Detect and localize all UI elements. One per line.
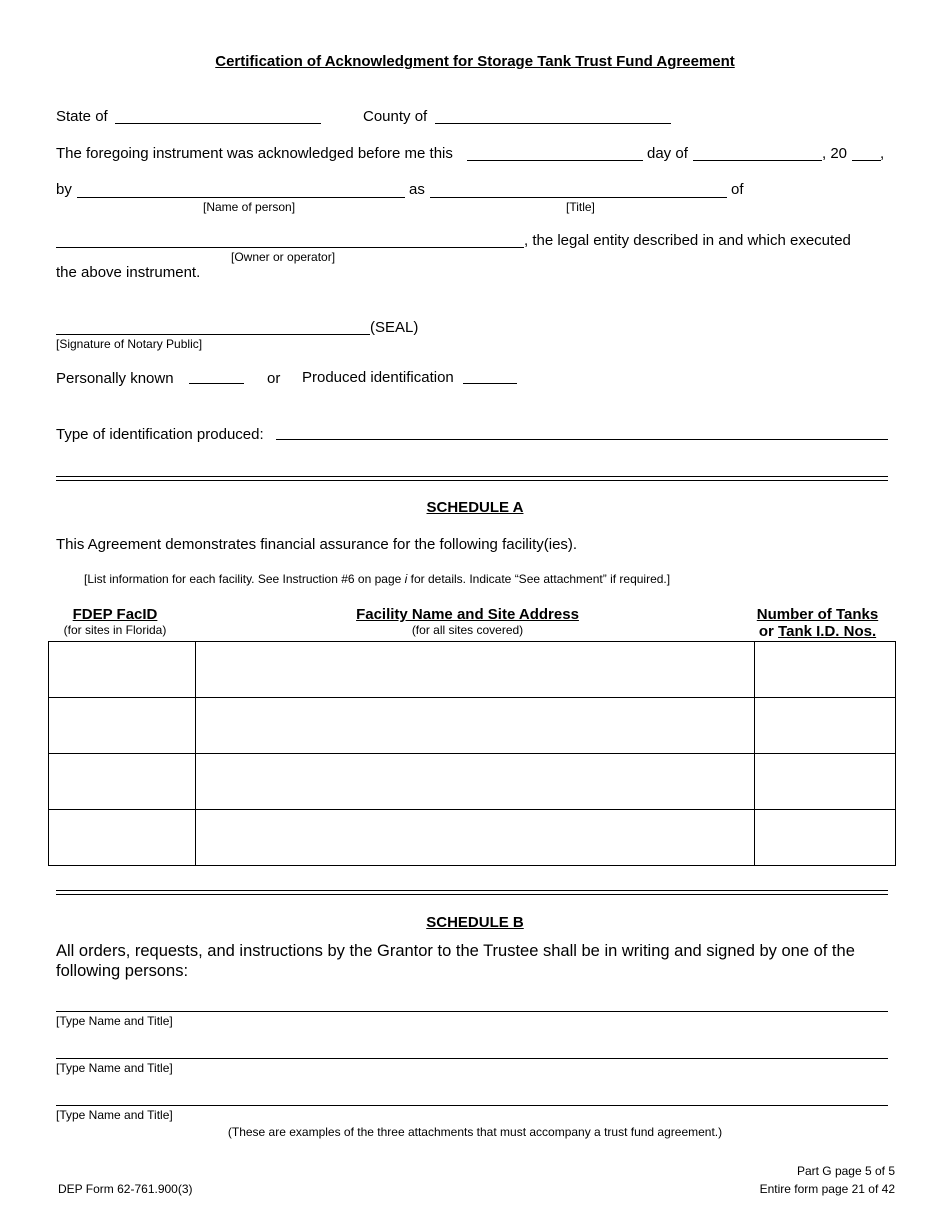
year-field[interactable] bbox=[852, 160, 881, 161]
col-facility-name-subheader: (for all sites covered) bbox=[411, 623, 524, 637]
table-row bbox=[49, 698, 896, 754]
facility-address-cell[interactable] bbox=[196, 754, 755, 810]
facid-cell[interactable] bbox=[49, 810, 196, 866]
col-fdep-facid-header: FDEP FacID bbox=[72, 606, 158, 623]
table-row bbox=[49, 642, 896, 698]
table-row bbox=[49, 754, 896, 810]
or-label: or bbox=[267, 370, 281, 387]
schedule-b-heading: SCHEDULE B bbox=[426, 914, 524, 931]
personally-known-label: Personally known bbox=[56, 370, 174, 387]
facility-address-cell[interactable] bbox=[196, 642, 755, 698]
schedule-a-intro: This Agreement demonstrates financial assurance for the following facility(ies). bbox=[56, 536, 578, 553]
produced-identification-label: Produced identification bbox=[302, 369, 454, 386]
month-field[interactable] bbox=[693, 160, 822, 161]
authorized-person-1-caption: [Type Name and Title] bbox=[56, 1014, 173, 1028]
tanks-cell[interactable] bbox=[755, 810, 896, 866]
facid-cell[interactable] bbox=[49, 698, 196, 754]
name-of-person-field[interactable] bbox=[77, 197, 405, 198]
schedule-b-intro: All orders, requests, and instructions by the Grantor to the Trustee shall be in writing and signed by one of the following persons: bbox=[56, 942, 855, 980]
facility-address-cell[interactable] bbox=[196, 698, 755, 754]
above-instrument-text: the above instrument. bbox=[56, 264, 201, 281]
facid-cell[interactable] bbox=[49, 754, 196, 810]
day-of-label: day of bbox=[647, 145, 688, 162]
owner-operator-caption: [Owner or operator] bbox=[231, 250, 336, 264]
facility-table bbox=[48, 641, 896, 866]
schedule-a-heading: SCHEDULE A bbox=[426, 499, 524, 516]
owner-operator-field[interactable] bbox=[56, 247, 524, 248]
as-label: as bbox=[409, 181, 425, 198]
notary-signature-caption: [Signature of Notary Public] bbox=[56, 337, 203, 351]
table-row bbox=[49, 810, 896, 866]
col-facility-name-header: Facility Name and Site Address bbox=[356, 606, 579, 623]
seal-label: (SEAL) bbox=[370, 319, 419, 336]
schedule-a-instruction: [List information for each facility. See Instruction #6 on page i for details. Indicate “See attachment” if required.] bbox=[84, 572, 671, 586]
of-label: of bbox=[731, 181, 744, 198]
title-field[interactable] bbox=[430, 197, 727, 198]
name-of-person-caption: [Name of person] bbox=[203, 200, 296, 214]
state-label: State of bbox=[56, 108, 108, 125]
day-field[interactable] bbox=[467, 160, 643, 161]
col-tanks-header: Number of Tanks bbox=[756, 606, 879, 623]
county-field[interactable] bbox=[435, 123, 671, 124]
authorized-person-2-caption: [Type Name and Title] bbox=[56, 1061, 173, 1075]
authorized-person-1-field[interactable] bbox=[56, 1011, 888, 1012]
section-divider bbox=[56, 890, 888, 895]
attachments-note: (These are examples of the three attachments that must accompany a trust fund agreement.) bbox=[227, 1125, 723, 1139]
tanks-cell[interactable] bbox=[755, 642, 896, 698]
legal-entity-text: , the legal entity described in and which executed bbox=[524, 232, 851, 249]
facility-address-cell[interactable] bbox=[196, 810, 755, 866]
produced-identification-field[interactable] bbox=[463, 383, 517, 384]
title-caption: [Title] bbox=[566, 200, 595, 214]
type-of-id-field[interactable] bbox=[276, 439, 888, 440]
form-id: DEP Form 62-761.900(3) bbox=[58, 1182, 193, 1196]
year-prefix-label: , 20 bbox=[822, 145, 848, 162]
personally-known-field[interactable] bbox=[189, 383, 244, 384]
authorized-person-3-caption: [Type Name and Title] bbox=[56, 1108, 173, 1122]
section-divider bbox=[56, 476, 888, 481]
state-field[interactable] bbox=[115, 123, 321, 124]
authorized-person-2-field[interactable] bbox=[56, 1058, 888, 1059]
tanks-cell[interactable] bbox=[755, 754, 896, 810]
tanks-cell[interactable] bbox=[755, 698, 896, 754]
county-label: County of bbox=[363, 108, 428, 125]
facid-cell[interactable] bbox=[49, 642, 196, 698]
by-label: by bbox=[56, 181, 72, 198]
type-of-id-label: Type of identification produced: bbox=[56, 426, 264, 443]
part-page-number: Part G page 5 of 5 bbox=[796, 1164, 895, 1178]
notary-signature-field[interactable] bbox=[56, 334, 370, 335]
document-title: Certification of Acknowledgment for Storage Tank Trust Fund Agreement bbox=[215, 53, 735, 70]
col-tanks-header-line2: or Tank I.D. Nos. bbox=[758, 623, 877, 640]
entire-form-page-number: Entire form page 21 of 42 bbox=[759, 1182, 895, 1196]
col-fdep-facid-subheader: (for sites in Florida) bbox=[63, 623, 167, 637]
authorized-person-3-field[interactable] bbox=[56, 1105, 888, 1106]
comma-label: , bbox=[880, 145, 885, 162]
foregoing-text: The foregoing instrument was acknowledged before me this bbox=[56, 145, 453, 162]
